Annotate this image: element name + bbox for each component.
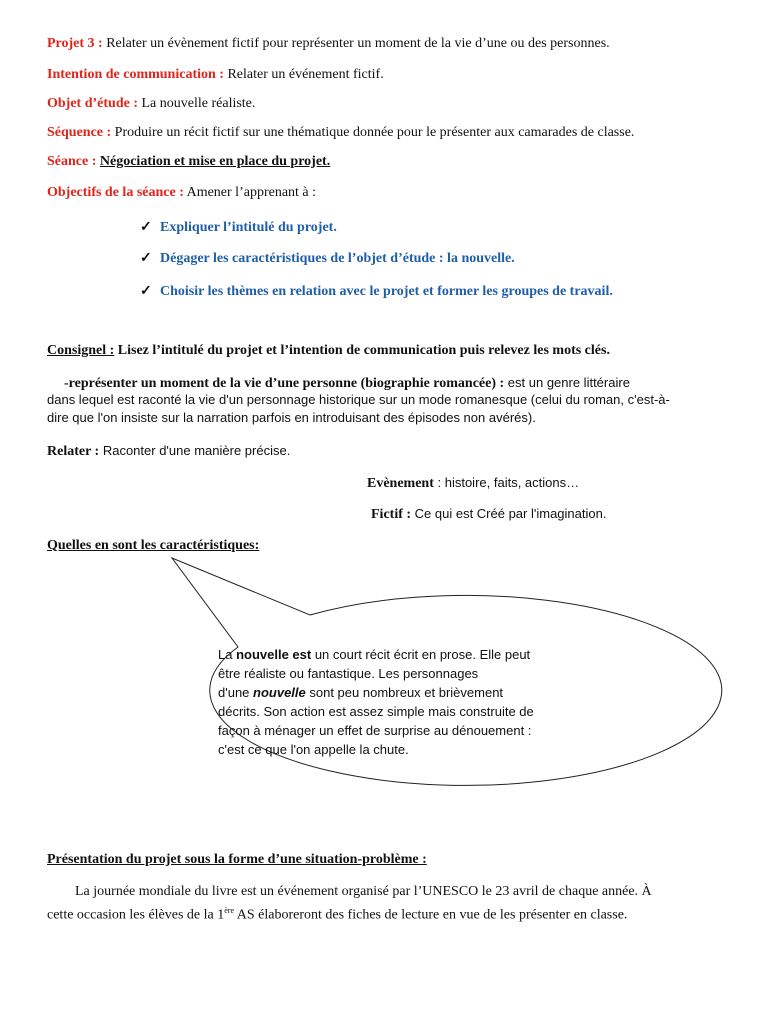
objectifs-text: Amener l’apprenant à :: [183, 185, 317, 200]
intention-label: Intention de communication :: [47, 67, 224, 82]
projet-text: Relater un évènement fictif pour représenter un moment de la vie d’une ou des personnes.: [102, 36, 610, 51]
relater-label: Relater :: [47, 444, 100, 459]
checkmark-icon: ✓: [140, 220, 152, 235]
objective-text: Expliquer l’intitulé du projet.: [160, 220, 337, 235]
fictif-label: Fictif :: [371, 507, 412, 522]
bubble-line-4: décrits. Son action est assez simple mais construite de: [218, 704, 534, 719]
checkmark-icon: ✓: [140, 284, 152, 299]
objectifs-label: Objectifs de la séance :: [47, 185, 184, 200]
fictif-text: Ce qui est Créé par l'imagination.: [411, 506, 607, 521]
seance-text: Négociation et mise en place du projet.: [99, 154, 331, 169]
checkmark-icon: ✓: [140, 251, 152, 266]
presentation-line-1: La journée mondiale du livre est un événement organisé par l’UNESCO le 23 avril de chaque année. À: [75, 884, 652, 899]
objective-text: Choisir les thèmes en relation avec le projet et former les groupes de travail.: [160, 284, 613, 299]
bubble-line-6: c'est ce que l'on appelle la chute.: [218, 742, 409, 757]
relater-text: Raconter d'une manière précise.: [99, 443, 291, 458]
superscript: ère: [224, 906, 235, 915]
consigne-label: Consignel :: [47, 343, 115, 358]
bubble-line-1: La nouvelle est un court récit écrit en prose. Elle peut: [218, 647, 531, 662]
bubble-bold: nouvelle est: [236, 647, 312, 662]
objective-text: Dégager les caractéristiques de l’objet d’étude : la nouvelle.: [160, 251, 515, 266]
intention-text: Relater un événement fictif.: [223, 67, 384, 82]
representer-line-2: dans lequel est raconté la vie d'un personnage historique sur un mode romanesque (celui du roman, c'est-à-: [47, 392, 670, 407]
objet-label: Objet d’étude :: [47, 96, 138, 111]
sequence-text: Produire un récit fictif sur une thématique donnée pour le présenter aux camarades de classe.: [111, 125, 635, 140]
seance-label: Séance :: [47, 154, 97, 169]
bubble-bold-italic: nouvelle: [253, 685, 306, 700]
bubble-text: [218, 645, 563, 759]
sequence-label: Séquence :: [47, 125, 112, 140]
presentation-line-2: cette occasion les élèves de la 1ère AS élaboreront des fiches de lecture en vue de les présenter en classe.: [47, 906, 628, 923]
representer-text-1: est un genre littéraire: [504, 375, 630, 390]
bubble-line-3: d'une nouvelle sont peu nombreux et brièvement: [218, 685, 504, 700]
bubble-line-2: être réaliste ou fantastique. Les personnages: [218, 666, 479, 681]
evenement-text: : histoire, faits, actions…: [433, 475, 580, 490]
objet-text: La nouvelle réaliste.: [138, 96, 256, 111]
consigne-text: Lisez l’intitulé du projet et l’intention de communication puis relevez les mots clés.: [114, 343, 610, 358]
caracteristiques-title: Quelles en sont les caractéristiques:: [47, 538, 260, 553]
presentation-title: Présentation du projet sous la forme d’une situation-problème :: [47, 852, 427, 867]
evenement-label: Evènement: [367, 476, 434, 491]
projet-label: Projet 3 :: [47, 36, 103, 51]
bubble-line-5: façon à ménager un effet de surprise au dénouement :: [218, 723, 532, 738]
representer-bold: -représenter un moment de la vie d’une personne (biographie romancée) :: [64, 376, 505, 391]
representer-line-3: dire que l'on insiste sur la narration parfois en introduisant des épisodes non avérés).: [47, 410, 536, 425]
